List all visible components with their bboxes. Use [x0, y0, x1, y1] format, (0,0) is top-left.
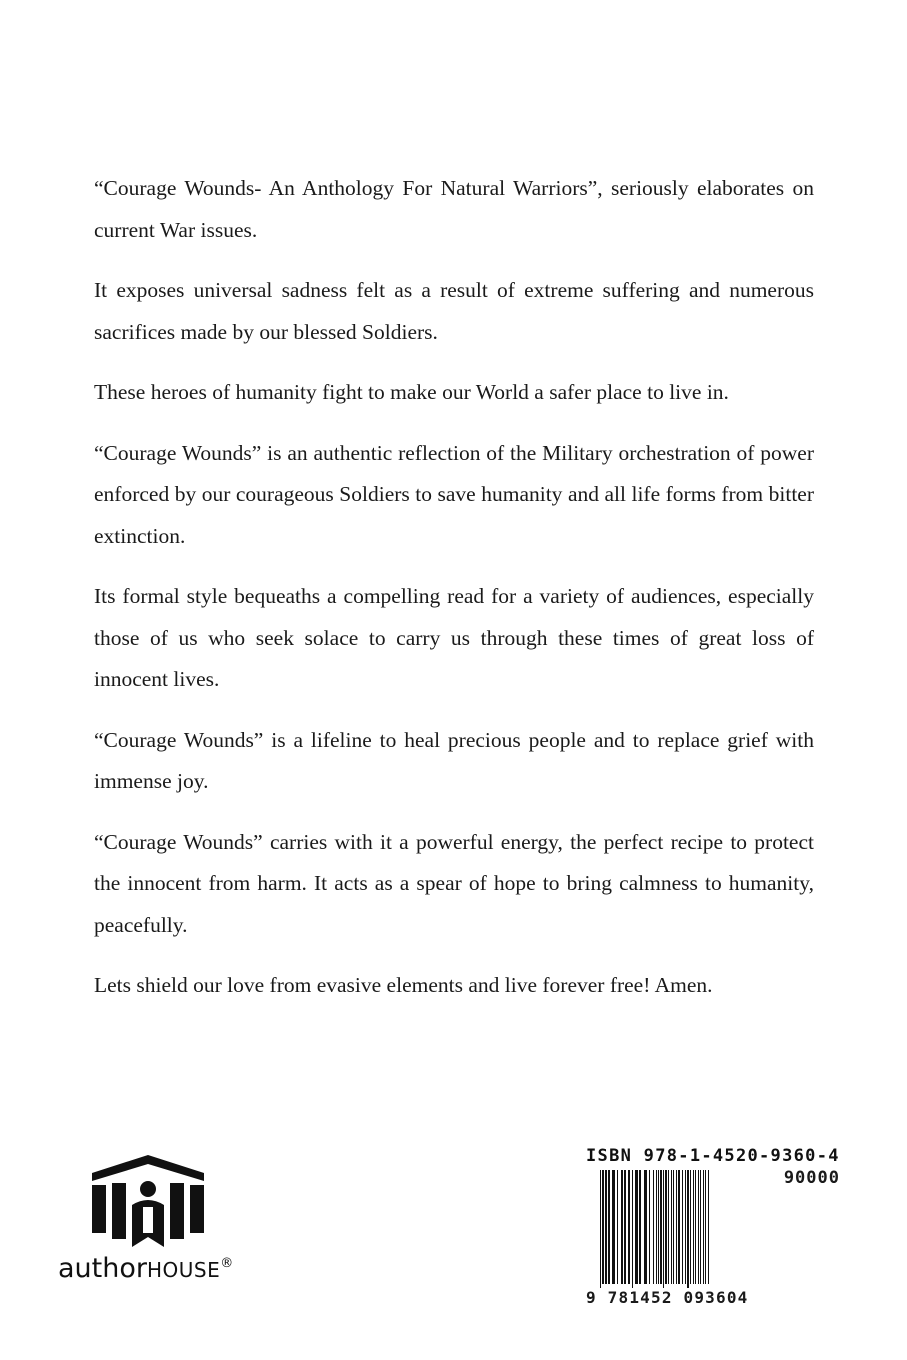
ean-digits: 9 781452 093604: [586, 1288, 749, 1307]
barcode-bar: [624, 1170, 626, 1284]
barcode-bar: [649, 1170, 650, 1284]
publisher-name-upper: HOUSE: [146, 1258, 221, 1282]
blurb-paragraph: These heroes of humanity fight to make our World a safer place to live in.: [94, 380, 729, 404]
publisher-wordmark: [58, 1253, 258, 1284]
barcode-bar: [676, 1170, 677, 1284]
publisher-logo: [58, 1155, 258, 1284]
barcode-bar: [600, 1170, 601, 1288]
publisher-name-lower: author: [58, 1253, 147, 1284]
barcode-bar: [658, 1170, 659, 1284]
blurb-paragraph: “Courage Wounds” is an authentic reflection of the Military orchestration of power enforced by our courageous Soldiers to save humanity and all life forms from bitter extinction.: [94, 440, 814, 548]
price-code: 90000: [783, 1168, 840, 1188]
isbn-label: ISBN 978-1-4520-9360-4: [586, 1146, 840, 1166]
barcode-bar: [682, 1170, 683, 1284]
barcode-bar: [678, 1170, 680, 1284]
barcode-bar: [695, 1170, 696, 1284]
barcode-bar: [673, 1170, 674, 1284]
barcode-bar: [632, 1170, 633, 1288]
barcode-bar: [700, 1170, 701, 1284]
barcode-bar: [602, 1170, 604, 1284]
isbn-barcode: [586, 1146, 844, 1306]
barcode-bar: [690, 1170, 691, 1284]
barcode-bar: [635, 1170, 638, 1284]
blurb-paragraph: Lets shield our love from evasive elements and live forever free! Amen.: [94, 973, 713, 997]
barcode-bar: [693, 1170, 694, 1284]
barcode-bar: [656, 1170, 657, 1284]
barcode-bars-area: [586, 1166, 844, 1306]
barcode-bar: [687, 1170, 689, 1288]
barcode-bar: [605, 1170, 607, 1284]
blurb-paragraph: Its formal style bequeaths a compelling read for a variety of audiences, especially those of us who seek solace to carry us through these times of great loss of innocent lives.: [94, 584, 814, 691]
barcode-bar: [639, 1170, 641, 1284]
back-cover-blurb: [94, 168, 814, 1026]
barcode-bar: [703, 1170, 704, 1284]
blurb-paragraph: It exposes universal sadness felt as a result of extreme suffering and numerous sacrifices made by our blessed Soldiers.: [94, 278, 814, 344]
blurb-paragraph: “Courage Wounds” carries with it a powerful energy, the perfect recipe to protect the innocent from harm. It acts as a spear of hope to bring calmness to humanity, peacefully.: [94, 829, 814, 937]
barcode-bar: [668, 1170, 669, 1284]
barcode-bar: [660, 1170, 662, 1284]
barcode-bar: [665, 1170, 667, 1284]
barcode-bar: [708, 1170, 709, 1284]
barcode-bar: [628, 1170, 630, 1284]
barcode-bar: [663, 1170, 664, 1288]
barcode-bar: [621, 1170, 623, 1284]
barcode-bar: [671, 1170, 672, 1284]
barcode-bar: [698, 1170, 699, 1284]
barcode-bar: [608, 1170, 610, 1284]
blurb-paragraph: “Courage Wounds- An Anthology For Natural Warriors”, seriously elaborates on current War issues.: [94, 176, 814, 242]
authorhouse-logo-icon: [92, 1155, 204, 1247]
barcode-bar: [617, 1170, 618, 1284]
blurb-paragraph: “Courage Wounds” is a lifeline to heal precious people and to replace grief with immense joy.: [94, 727, 814, 793]
barcode-bar: [644, 1170, 647, 1284]
barcode-bar: [685, 1170, 686, 1284]
barcode-bar: [705, 1170, 706, 1284]
registered-mark: ®: [220, 1256, 234, 1271]
barcode-bar: [653, 1170, 654, 1284]
barcode-bar: [612, 1170, 615, 1284]
